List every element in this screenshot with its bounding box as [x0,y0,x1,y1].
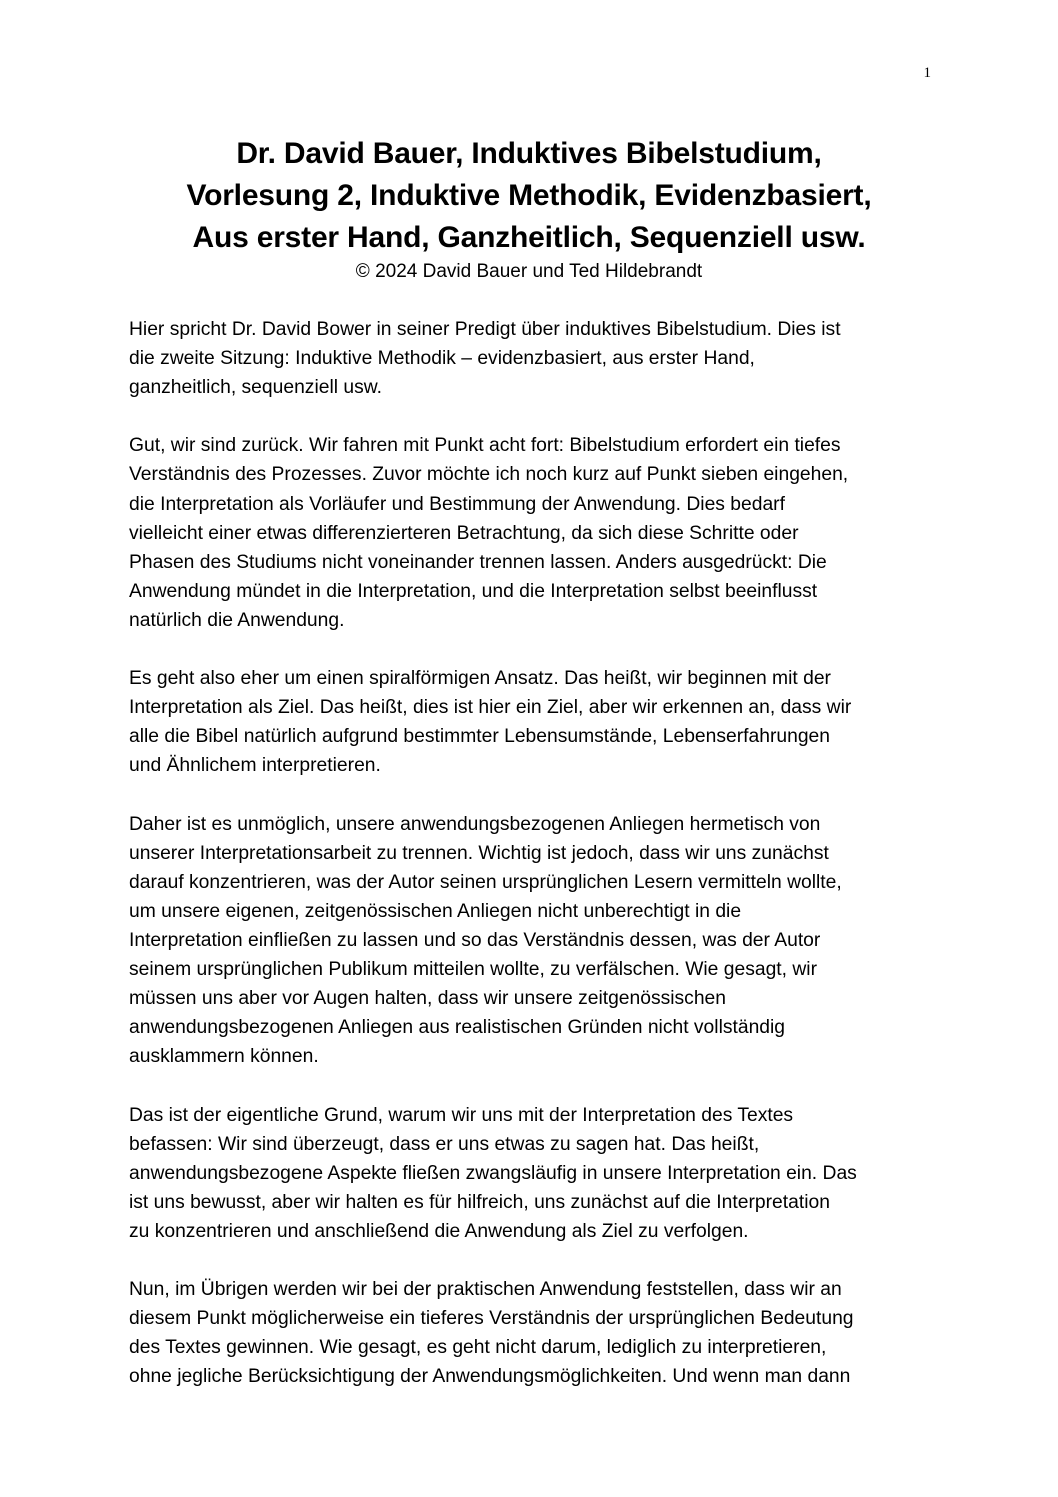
text-line: diesem Punkt möglicherweise ein tieferes Verständnis der ursprünglichen Bedeutung [129,1308,854,1330]
copyright-notice: © 2024 David Bauer und Ted Hildebrandt [355,261,703,282]
text-line: Hier spricht Dr. David Bower in seiner Predigt über induktives Bibelstudium. Dies ist [129,319,841,340]
paragraph-5 [129,1101,944,1246]
text-line: ganzheitlich, sequenziell usw. [129,377,382,399]
text-line: anwendungsbezogenen Anliegen aus realistischen Gründen nicht vollständig [129,1017,786,1039]
text-line: unserer Interpretationsarbeit zu trennen. Wichtig ist jedoch, dass wir uns zunächst [129,842,829,864]
text-line: anwendungsbezogene Aspekte fließen zwangsläufig in unsere Interpretation ein. Das [129,1162,857,1184]
text-line: darauf konzentrieren, was der Autor seinen ursprünglichen Lesern vermitteln wollte, [129,871,842,893]
text-line: vielleicht einer etwas differenzierteren Betrachtung, da sich diese Schritte oder [129,522,799,544]
text-line: Nun, im Übrigen werden wir bei der praktischen Anwendung feststellen, dass wir an [129,1279,842,1301]
text-line: Verständnis des Prozesses. Zuvor möchte ich noch kurz auf Punkt sieben eingehen, [129,464,849,486]
text-line: Anwendung mündet in die Interpretation, und die Interpretation selbst beeinflusst [129,580,818,602]
text-line: zu konzentrieren und anschließend die Anwendung als Ziel zu verfolgen. [129,1220,749,1242]
text-line: und Ähnlichem interpretieren. [129,755,381,777]
text-line: Es geht also eher um einen spiralförmigen Ansatz. Das heißt, wir beginnen mit der [129,668,831,690]
document-header [120,133,938,285]
text-line: die zweite Sitzung: Induktive Methodik – evidenzbasiert, aus erster Hand, [129,348,755,370]
text-line: ausklammern können. [129,1046,319,1068]
page-number: 1 [923,65,931,81]
text-line: Das ist der eigentliche Grund, warum wir uns mit der Interpretation des Textes [129,1104,794,1126]
title-line-2: Vorlesung 2, Induktive Methodik, Evidenzbasiert, [186,179,872,212]
title-line-3: Aus erster Hand, Ganzheitlich, Sequenziell usw. [192,221,866,254]
text-line: alle die Bibel natürlich aufgrund bestimmter Lebensumstände, Lebenserfahrungen [129,726,830,748]
text-line: die Interpretation als Vorläufer und Bestimmung der Anwendung. Dies bedarf [129,493,785,515]
text-line: müssen uns aber vor Augen halten, dass wir unsere zeitgenössischen [129,988,726,1010]
paragraph-3 [129,664,944,780]
text-line: ohne jegliche Berücksichtigung der Anwendungsmöglichkeiten. Und wenn man dann [129,1366,851,1388]
text-line: natürlich die Anwendung. [129,609,345,631]
text-line: befassen: Wir sind überzeugt, dass er uns etwas zu sagen hat. Das heißt, [129,1133,760,1155]
text-line: ist uns bewusst, aber wir halten es für hilfreich, uns zunächst auf die Interpretation [129,1191,830,1213]
paragraph-1 [129,315,944,402]
paragraph-2 [129,431,944,635]
document-body [129,315,944,1421]
text-line: Phasen des Studiums nicht voneinander trennen lassen. Anders ausgedrückt: Die [129,551,827,573]
text-line: um unsere eigenen, zeitgenössischen Anliegen nicht unberechtigt in die [129,900,742,922]
text-line: Daher ist es unmöglich, unsere anwendungsbezogenen Anliegen hermetisch von [129,813,821,835]
text-line: Gut, wir sind zurück. Wir fahren mit Punkt acht fort: Bibelstudium erfordert ein tiefes [129,435,841,457]
text-line: seinem ursprünglichen Publikum mitteilen wollte, zu verfälschen. Wie gesagt, wir [129,959,817,981]
title-line-1: Dr. David Bauer, Induktives Bibelstudium, [236,137,822,170]
text-line: Interpretation als Ziel. Das heißt, dies ist hier ein Ziel, aber wir erkennen an, dass wir [129,697,852,719]
paragraph-4 [129,810,944,1072]
text-line: des Textes gewinnen. Wie gesagt, es geht nicht darum, lediglich zu interpretieren, [129,1337,827,1359]
text-line: Interpretation einfließen zu lassen und so das Verständnis dessen, was der Autor [129,929,821,951]
paragraph-6 [129,1275,944,1391]
